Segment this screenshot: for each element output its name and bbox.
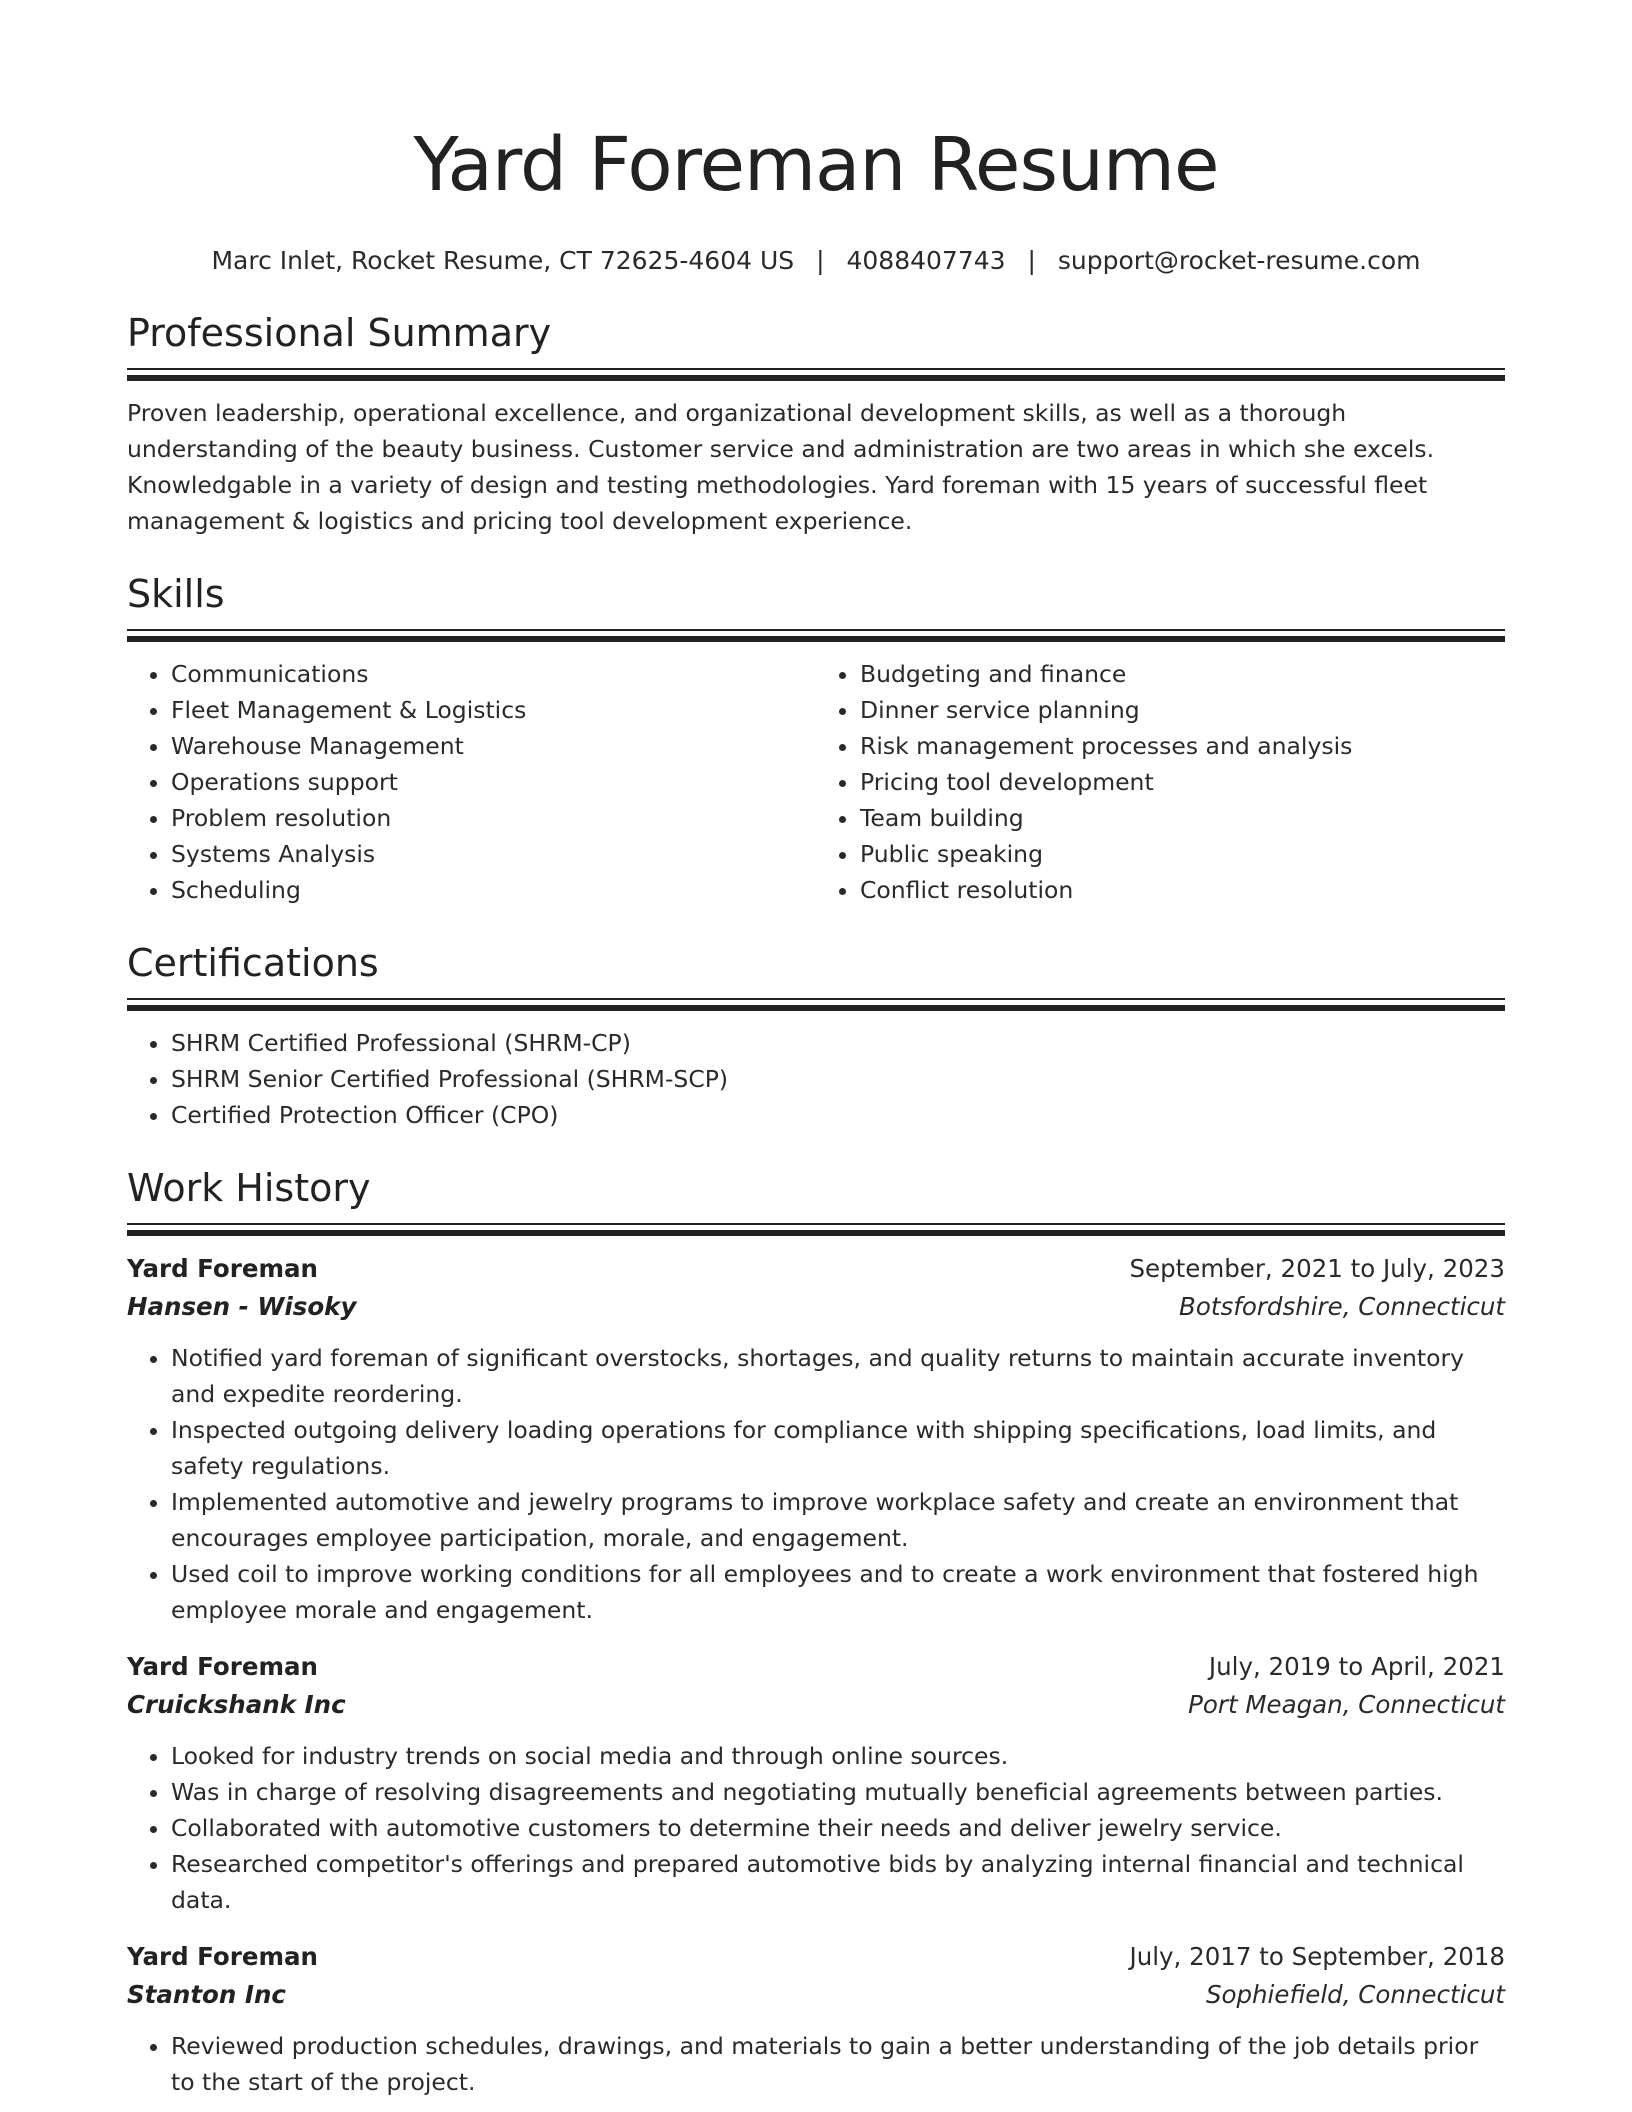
contact-email: support@rocket-resume.com [1057, 246, 1421, 275]
resume-title: Yard Foreman Resume [413, 122, 1219, 208]
job-company: Hansen - Wisoky [127, 1292, 357, 1321]
summary-section [127, 310, 1505, 539]
skill-item: • Pricing tool development [860, 764, 1505, 800]
contact-address: Marc Inlet, Rocket Resume, CT 72625-4604 US [211, 246, 795, 275]
job-bullet: • Was in charge of resolving disagreements and negotiating mutually beneficial agreements between parties. [171, 1774, 1505, 1810]
skill-item: • Team building [860, 800, 1505, 836]
job-dates: July, 2017 to September, 2018 [1129, 1942, 1505, 1971]
section-divider [127, 1223, 1505, 1236]
job-bullet: • Researched competitor's offerings and prepared automotive bids by analyzing internal financial and technical data. [171, 1846, 1505, 1918]
contact-line [127, 244, 1505, 278]
job-bullets [127, 2028, 1505, 2100]
work-history-heading: Work History [127, 1166, 371, 1210]
job-title: Yard Foreman [127, 1942, 318, 1971]
job-bullets [127, 1738, 1505, 1918]
summary-heading: Professional Summary [127, 311, 552, 355]
job-dates: September, 2021 to July, 2023 [1129, 1254, 1505, 1283]
certification-item: • SHRM Senior Certified Professional (SHRM-SCP) [171, 1061, 1505, 1097]
job-company: Stanton Inc [127, 1980, 286, 2009]
job-bullets [127, 1340, 1505, 1628]
job-location: Sophiefield, Connecticut [1205, 1980, 1505, 2009]
skill-item: • Communications [171, 656, 816, 692]
job-title: Yard Foreman [127, 1652, 318, 1681]
contact-phone: 4088407743 [846, 246, 1006, 275]
skill-item: • Conflict resolution [860, 872, 1505, 908]
certification-item: • SHRM Certified Professional (SHRM-CP) [171, 1025, 1505, 1061]
skills-list-right [816, 656, 1505, 908]
job-title: Yard Foreman [127, 1254, 318, 1283]
skill-item: • Risk management processes and analysis [860, 728, 1505, 764]
job-bullet: • Implemented automotive and jewelry programs to improve workplace safety and create an environment that encourages employee participation, morale, and engagement. [171, 1484, 1505, 1556]
contact-separator: | [816, 246, 825, 275]
section-divider [127, 998, 1505, 1011]
skill-item: • Public speaking [860, 836, 1505, 872]
skill-item: • Systems Analysis [171, 836, 816, 872]
job-entry [127, 1938, 1505, 2100]
contact-separator: | [1027, 246, 1036, 275]
certifications-heading: Certifications [127, 941, 379, 985]
job-company: Cruickshank Inc [127, 1690, 346, 1719]
job-dates: July, 2019 to April, 2021 [1208, 1652, 1505, 1681]
job-bullet: • Looked for industry trends on social media and through online sources. [171, 1738, 1505, 1774]
certifications-section [127, 940, 1505, 1133]
skill-item: • Fleet Management & Logistics [171, 692, 816, 728]
job-bullet: • Reviewed production schedules, drawings, and materials to gain a better understanding of the job details prior to the start of the project. [171, 2028, 1505, 2100]
skills-section [127, 571, 1505, 908]
work-history-section [127, 1165, 1505, 2100]
skills-list-left [127, 656, 816, 908]
skill-item: • Scheduling [171, 872, 816, 908]
job-location: Port Meagan, Connecticut [1188, 1690, 1505, 1719]
section-divider [127, 629, 1505, 642]
skill-item: • Warehouse Management [171, 728, 816, 764]
certification-item: • Certified Protection Officer (CPO) [171, 1097, 1505, 1133]
job-bullet: • Notified yard foreman of significant overstocks, shortages, and quality returns to maintain accurate inventory and expedite reordering. [171, 1340, 1505, 1412]
job-entry [127, 1648, 1505, 1918]
certifications-list [127, 1025, 1505, 1133]
skill-item: • Operations support [171, 764, 816, 800]
job-bullet: • Collaborated with automotive customers to determine their needs and deliver jewelry service. [171, 1810, 1505, 1846]
skills-heading: Skills [127, 572, 225, 616]
skill-item: • Dinner service planning [860, 692, 1505, 728]
summary-text: Proven leadership, operational excellence, and organizational development skills, as well as a thorough understanding of the beauty business. Customer service and administration are two areas in which she excels. Knowledgable in a variety of design and testing methodologies. Yard foreman with 15 years of successful fleet management & logistics and pricing tool development experience. [127, 399, 1435, 535]
skills-columns [127, 656, 1505, 908]
skill-item: • Budgeting and finance [860, 656, 1505, 692]
section-divider [127, 368, 1505, 381]
job-bullet: • Inspected outgoing delivery loading operations for compliance with shipping specifications, load limits, and safety regulations. [171, 1412, 1505, 1484]
job-location: Botsfordshire, Connecticut [1179, 1292, 1505, 1321]
skill-item: • Problem resolution [171, 800, 816, 836]
job-entry [127, 1250, 1505, 1628]
job-bullet: • Used coil to improve working conditions for all employees and to create a work environment that fostered high employee morale and engagement. [171, 1556, 1505, 1628]
